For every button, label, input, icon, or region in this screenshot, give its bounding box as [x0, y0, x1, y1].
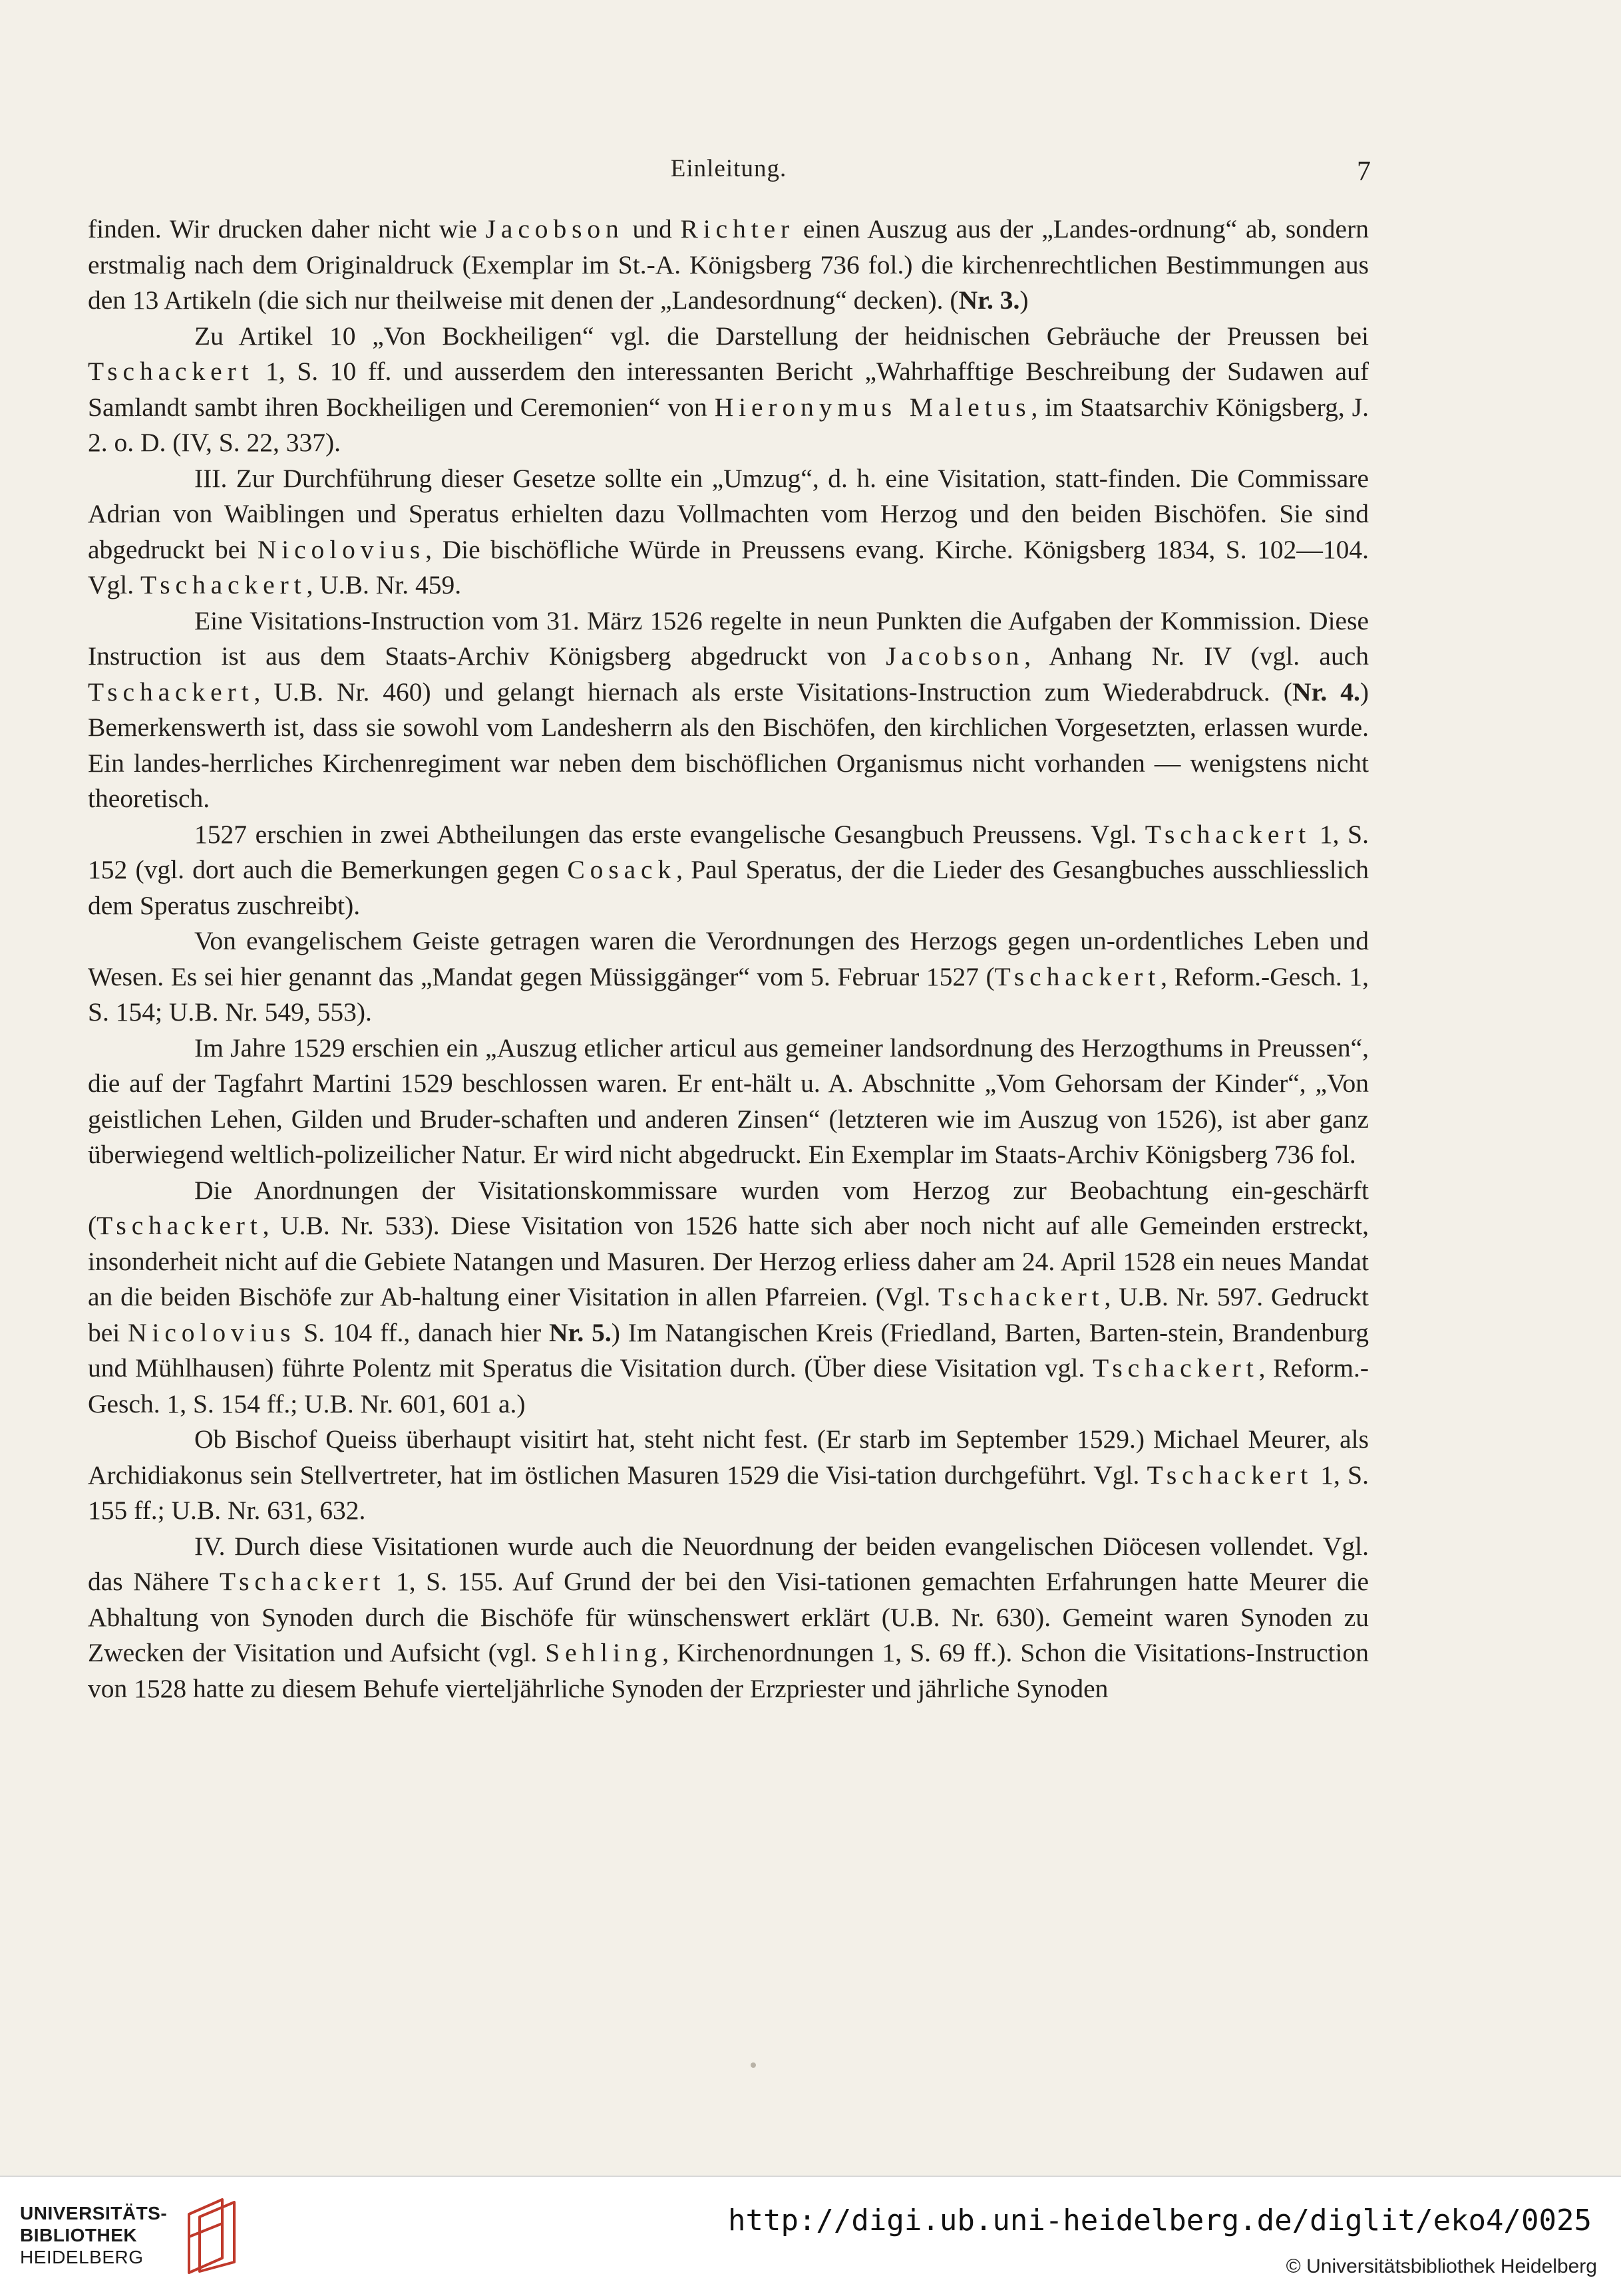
text-run: , U.B. Nr. 460) und gelangt hiernach als erste Visitations-Instruction zum Wiederabdruck. (	[254, 677, 1292, 707]
text-run: 1, S. 10 ff. und ausserdem den interessanten Bericht „Wahrhafftige Beschreibung der Sudawen auf Samlandt sambt ihren Bockheiligen und Ceremonien“ von	[88, 357, 1369, 422]
author-name: Nicolovius	[257, 534, 426, 564]
author-name: Tschackert	[219, 1567, 386, 1596]
text-run: , Reform.-Gesch. 1, S. 154 ff.; U.B. Nr. 601, 601 a.)	[88, 1353, 1369, 1418]
text-run: Die Anordnungen der Visitationskommissare wurden vom Herzog zur Beobachtung ein-geschärft (	[88, 1175, 1369, 1240]
text-run: 1527 erschien in zwei Abtheilungen das erste evangelische Gesangbuch Preussens. Vgl.	[194, 819, 1145, 849]
author-name: Tschackert	[1145, 819, 1312, 849]
paragraph-10	[88, 1529, 1369, 1707]
paragraph-7	[88, 1031, 1369, 1173]
author-name: Tschackert	[1147, 1460, 1314, 1490]
text-run: , U.B. Nr. 533). Diese Visitation von 1526 hatte sich aber noch nicht auf alle Gemeinden erstreckt, insonderheit nicht auf die Gebiete Natangen und Masuren. Der Herzog erliess daher am 24. April 1528 ein neues Mandat an die beiden Bischöfe zur Ab-haltung einer Visitation in allen Pfarreien. (Vgl.	[88, 1211, 1369, 1311]
document-number: Nr. 5.	[549, 1317, 612, 1347]
text-run: , Kirchenordnungen 1, S. 69 ff.). Schon die Visitations-Instruction von 1528 hatte zu diesem Behufe vierteljährliche Synoden der Erzpriester und jährliche Synoden	[88, 1638, 1369, 1703]
text-run: , im Staatsarchiv Königsberg, J. 2. o. D. (IV, S. 22, 337).	[88, 392, 1369, 457]
author-name: Richter	[680, 214, 795, 244]
source-url-link[interactable]: http://digi.ub.uni-heidelberg.de/diglit/eko4/0025	[727, 2204, 1592, 2237]
text-run: III. Zur Durchführung dieser Gesetze sollte ein „Umzug“, d. h. eine Visitation, statt-finden. Die Commissare Adrian von Waiblingen und Speratus erhielten dazu Vollmachten vom Herzog und den beiden Bischöfen. Sie sind abgedruckt bei	[88, 463, 1369, 564]
text-run: , Anhang Nr. IV (vgl. auch	[1024, 641, 1369, 671]
text-run: Im Jahre 1529 erschien ein „Auszug etlicher articul aus gemeiner landsordnung des Herzogthums in Preussen“, die auf der Tagfahrt Martini 1529 beschlossen waren. Er ent-hält u. A. Abschnitte „Vom Gehorsam der Kinder“, „Von geistlichen Lehen, Gilden und Bruder-schaften und anderen Zinsen“ (letzteren wie im Auszug von 1526), ist aber ganz überwiegend weltlich-polizeilicher Natur. Er wird nicht abgedruckt. Ein Exemplar im Staats-Archiv Königsberg 736 fol.	[88, 1033, 1369, 1169]
footer-bar	[0, 2176, 1621, 2296]
author-name: Sehling	[545, 1638, 663, 1667]
text-run: , Die bischöfliche Würde in Preussens evang. Kirche. Königsberg 1834, S. 102—104. Vgl.	[88, 534, 1369, 599]
document-number: Nr. 3.	[958, 285, 1020, 315]
page-mark	[751, 2062, 756, 2068]
page-title: Einleitung.	[670, 155, 787, 182]
page-number: 7	[1357, 156, 1371, 187]
text-run: , U.B. Nr. 597. Gedruckt bei	[88, 1282, 1369, 1347]
text-run: )	[1019, 285, 1029, 315]
text-run: Zu Artikel 10 „Von Bockheiligen“ vgl. die Darstellung der heidnischen Gebräuche der Preussen bei	[194, 321, 1369, 351]
text-run: , U.B. Nr. 459.	[306, 570, 462, 599]
paragraph-1	[88, 212, 1369, 319]
text-run: finden. Wir drucken daher nicht wie	[88, 214, 486, 244]
paragraph-8	[88, 1173, 1369, 1422]
author-name: Tschackert	[938, 1282, 1105, 1311]
text-run: 1, S. 155. Auf Grund der bei den Visi-tationen gemachten Erfahrungen hatte Meurer die Abhaltung von Synoden durch die Bischöfe für wünschenswert erklärt (U.B. Nr. 630). Gemeint waren Synoden zu Zwecken der Visitation und Aufsicht (vgl.	[88, 1567, 1369, 1667]
text-run: 1, S. 155 ff.; U.B. Nr. 631, 632.	[88, 1460, 1369, 1525]
text-run: S. 104 ff., danach hier	[295, 1317, 549, 1347]
logo-line-1: UNIVERSITÄTS-	[20, 2203, 168, 2223]
paragraph-4	[88, 603, 1369, 817]
author-name: Jacobson	[886, 641, 1025, 671]
paragraph-3	[88, 461, 1369, 603]
author-name: Jacobson	[485, 214, 624, 244]
paragraph-6	[88, 923, 1369, 1031]
text-run: ) Bemerkenswerth ist, dass sie sowohl vom Landesherrn als den Bischöfen, den kirchlichen Vorgesetzten, erlassen wurde. Ein landes-herrliches Kirchenregiment war neben dem bischöflichen Organismus nicht vorhanden — wenigstens nicht theoretisch.	[88, 677, 1369, 813]
author-name: Tschackert	[96, 1211, 263, 1240]
text-run: ) Im Natangischen Kreis (Friedland, Barten, Barten-stein, Brandenburg und Mühlhausen) führte Polentz mit Speratus die Visitation durch. (Über diese Visitation vgl.	[88, 1317, 1369, 1383]
author-name: Cosack	[567, 855, 677, 884]
author-name: Nicolovius	[128, 1317, 296, 1347]
running-head	[87, 154, 1371, 201]
paragraph-5	[88, 817, 1369, 924]
copyright-notice: © Universitätsbibliothek Heidelberg	[1286, 2255, 1597, 2277]
text-run: und	[624, 214, 681, 244]
text-body	[88, 212, 1369, 1707]
document-number: Nr. 4.	[1292, 677, 1360, 707]
paragraph-9	[88, 1422, 1369, 1529]
logo-text	[20, 2202, 167, 2268]
text-run: , Reform.-Gesch. 1, S. 154; U.B. Nr. 549, 553).	[88, 961, 1369, 1027]
author-name: Tschackert	[1093, 1353, 1259, 1383]
logo-line-2: BIBLIOTHEK	[20, 2225, 138, 2245]
author-name: Hieronymus Maletus	[714, 392, 1031, 422]
library-logo[interactable]	[20, 2194, 299, 2281]
author-name: Tschackert	[140, 570, 307, 599]
library-logo-icon	[181, 2197, 245, 2275]
text-run: Eine Visitations-Instruction vom 31. März 1526 regelte in neun Punkten die Aufgaben der Kommission. Diese Instruction ist aus dem Staats-Archiv Königsberg abgedruckt von	[88, 605, 1369, 671]
paragraph-2	[88, 319, 1369, 461]
text-run: Von evangelischem Geiste getragen waren die Verordnungen des Herzogs gegen un-ordentliches Leben und Wesen. Es sei hier genannt das „Mandat gegen Müssiggänger“ vom 5. Februar 1527 (	[88, 926, 1369, 991]
author-name: Tschackert	[88, 357, 254, 386]
text-run: 1, S. 152 (vgl. dort auch die Bemerkungen gegen	[88, 819, 1369, 884]
logo-line-3: HEIDELBERG	[20, 2247, 144, 2267]
text-run: IV. Durch diese Visitationen wurde auch die Neuordnung der beiden evangelischen Diöcesen vollendet. Vgl. das Nähere	[88, 1531, 1369, 1596]
author-name: Tschackert	[88, 677, 254, 707]
text-run: einen Auszug aus der „Landes-ordnung“ ab, sondern erstmalig nach dem Originaldruck (Exemplar im St.-A. Königsberg 736 fol.) die kirchenrechtlichen Bestimmungen aus den 13 Artikeln (die sich nur theilweise mit denen der „Landesordnung“ decken). (	[88, 214, 1369, 315]
author-name: Tschackert	[994, 961, 1161, 991]
text-run: , Paul Speratus, der die Lieder des Gesangbuches ausschliesslich dem Speratus zuschreibt).	[88, 855, 1369, 920]
text-run: Ob Bischof Queiss überhaupt visitirt hat, steht nicht fest. (Er starb im September 1529.) Michael Meurer, als Archidiakonus sein Stellvertreter, hat im östlichen Masuren 1529 die Visi-tation durchgeführt. Vgl.	[88, 1424, 1369, 1490]
